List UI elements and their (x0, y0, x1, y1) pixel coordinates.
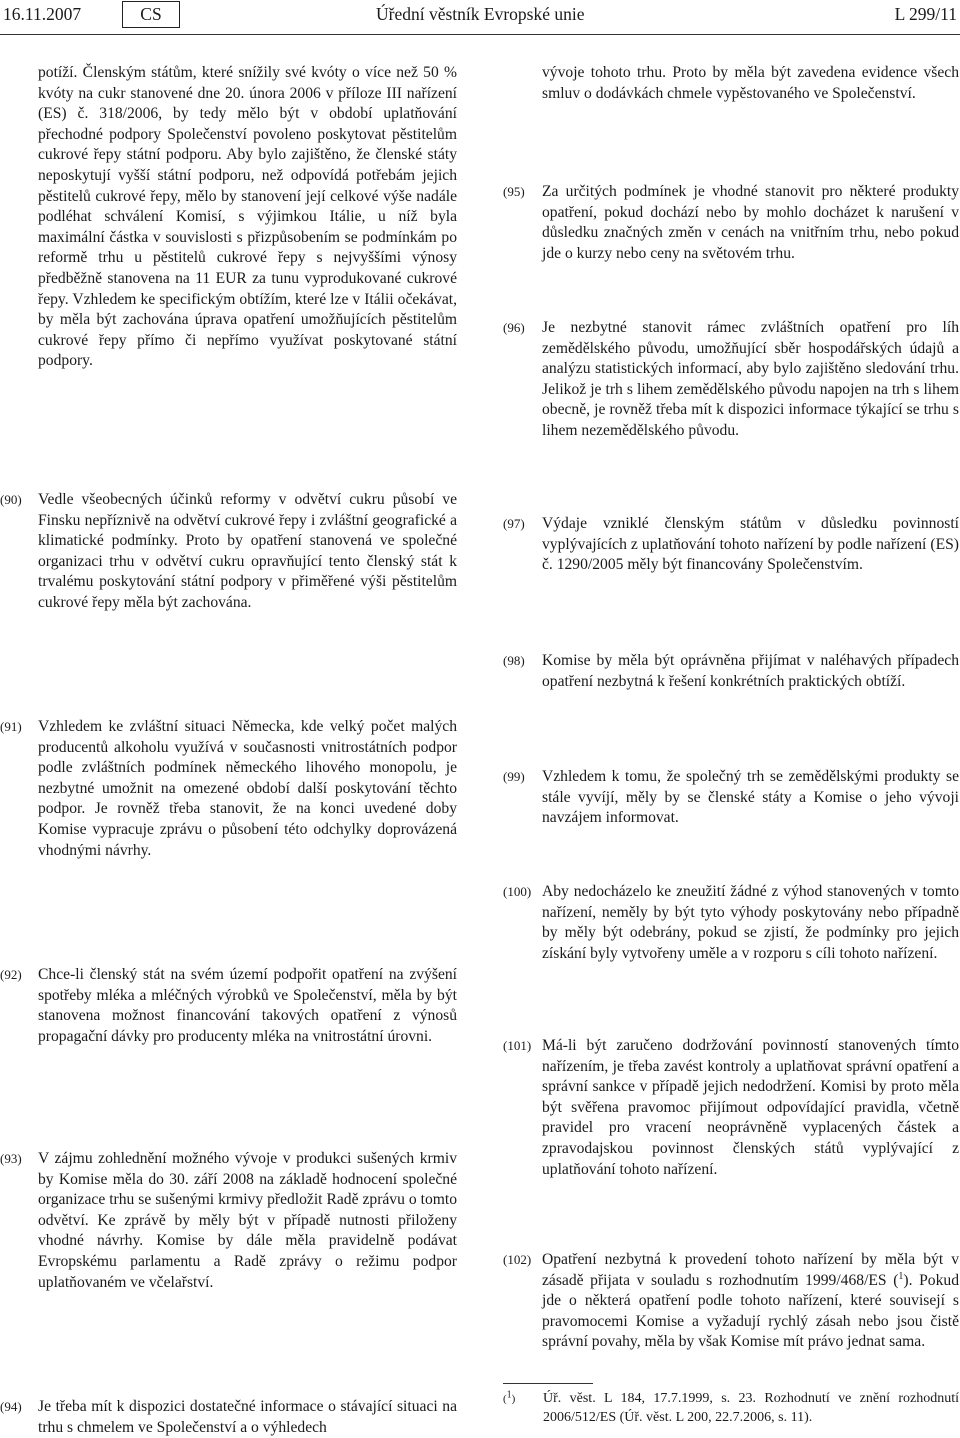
recital-number: (90) (0, 492, 22, 507)
recital-text: Vzhledem k tomu, že společný trh se zemědělskými produkty se stále vyvíjí, měly by se členské státy a Komise o jeho vývoji navzájem informovat. (542, 768, 959, 827)
header-language-box: CS (122, 1, 180, 28)
recital-number: (102) (503, 1252, 532, 1267)
footnote-rule (503, 1383, 593, 1384)
recital-text: Komise by měla být oprávněna přijímat v naléhavých případech opatření nezbytná k řešení konkrétních praktických obtíží. (542, 652, 959, 690)
left-continuation-paragraph (38, 63, 457, 408)
recital-number: (93) (0, 1151, 22, 1166)
recital-number: (96) (503, 320, 525, 335)
recital-number: (95) (503, 184, 525, 199)
recital-text: Je třeba mít k dispozici dostatečné informace o stávající situaci na trhu s chmelem ve Společenství a o výhledech (38, 1398, 457, 1436)
recital-text-part: Opatření nezbytná k provedení tohoto nařízení by měla být v zásadě přijata v souladu s rozhodnutím 1999/468/ES ( (542, 1251, 959, 1289)
header-rule (0, 34, 960, 35)
footnote-marker: 1 (506, 1389, 512, 1401)
page-header (0, 0, 960, 34)
header-journal-title: Úřední věstník Evropské unie (376, 4, 585, 24)
recital-number: (99) (503, 769, 525, 784)
recital-text: Je nezbytné stanovit rámec zvláštních opatření pro líh zemědělského původu, umožňující sběr hospodářských údajů a analýzu statistických informací, aby bylo zajištěno sledování trhu. Jelikož je trh s lihem zemědělského původu napojen na trh s lihem obecně, je rovněž třeba mít k dispozici informace týkající se trhu s lihem nezemědělského původu. (542, 319, 959, 439)
recital-text: Vedle všeobecných účinků reformy v odvětví cukru působí ve Finsku nepříznivě na odvětví cukrové řepy i zvláštní geografické a klimatické podmínky. Proto by opatření stanovená ve společné organizaci trhu v odvětví cukru opravňující tento členský stát k trvalému poskytování státní podpory v přiměřené výši pěstitelům cukrové řepy měla být zachována. (38, 491, 457, 611)
recital-number: (98) (503, 653, 525, 668)
recital-text (542, 1250, 959, 1353)
recital-text: Za určitých podmínek je vhodné stanovit pro některé produkty opatření, pokud dochází nebo by mohlo docházet k narušení v důsledku značných změn v cenách na vnitřním trhu, nebo pokud jde o kurzy nebo ceny na světovém trhu. (542, 183, 959, 262)
recital-number: (92) (0, 967, 22, 982)
recital-number: (97) (503, 516, 525, 531)
header-date: 16.11.2007 (3, 4, 82, 24)
recital-number: (100) (503, 884, 532, 899)
recital-text: Má-li být zaručeno dodržování povinností stanovených tímto nařízením, je třeba zavést kontroly a uplatňovat správní opatření a správní sankce v případě jejich nedodržení. Komisi by proto měla být svěřena pravomoc přijímout odpovídající pravidla, včetně pravidel pro vracení neoprávněně vyplacených částek a zpravodajskou povinnost členských států vyplývající z uplatňování tohoto nařízení. (542, 1037, 959, 1178)
recital-text-part: ). Pokud jde o některá opatření podle tohoto nařízení, které souvisejí s pravomocemi Komise a vyžadují rychlý zásah nebo jsou čistě správní povahy, měla by však Komise mít právo jednat sama. (542, 1271, 959, 1351)
left-continuation-text: potíží. Členským státům, které snížily své kvóty o více než 50 % kvóty na cukr stanovené dne 20. února 2006 v příloze III nařízení (ES) č. 318/2006, by tedy mělo být v období uplatňování přechodné podpory Společenství povoleno poskytovat pěstitelům cukrové řepy státní podporu. Aby bylo zajištěno, že členské státy neposkytují vyšší státní podporu, než odpovídá potřebám jejich pěstitelů cukrové řepy, mělo by stanovení její celkové výše nadále podléhat schválení Komisí, s výjimkou Itálie, u níž byla maximální částka v souvislosti s přizpůsobením se podmínkám po reformě trhu u pěstitelů cukrové řepy s nejvyššími výnosy předběžně stanovena na 11 EUR za tunu vyprodukované cukrové řepy. Vzhledem ke specifickým obtížím, které lze v Itálii očekávat, by měla být zachována úprava opatření umožňujících pěstitelům cukrové řepy přímo či nepřímo využívat poskytované státní podpory. (38, 64, 457, 370)
recital-text: V zájmu zohlednění možného vývoje v produkci sušených krmiv by Komise měla do 30. září 2008 na základě hodnocení společné organizace trhu se sušenými krmivy předložit Radě zprávu o tomto odvětví. Ke zprávě by měly být v případě nutnosti přiloženy vhodné návrhy. Komise by dále měla pravidelně podávat Evropskému parlamentu a Radě zprávy o režimu podpor uplatňovaném ve včelařství. (38, 1150, 457, 1291)
footnote-reference[interactable]: 1 (898, 1270, 904, 1282)
recital-text: Aby nedocházelo ke zneužití žádné z výhod stanovených v tomto nařízení, neměly by být tyto výhody poskytovány nebo případně by měly být odebrány, pokud se zjistí, že podmínky pro jejich získání byly vytvořeny uměle a v rozporu s cíli tohoto nařízení. (542, 883, 959, 962)
recital-number: (101) (503, 1038, 532, 1053)
recital-text: Chce-li členský stát na svém území podpořit opatření na zvýšení spotřeby mléka a mléčných výrobků ve Společenství, měla by být stanovena možnost financování takových opatření z výnosů propagační dávky pro producenty mléka na vnitrostátní úrovni. (38, 966, 457, 1045)
header-page-number: L 299/11 (894, 4, 957, 24)
right-continuation-text: vývoje tohoto trhu. Proto by měla být zavedena evidence všech smluv o dodávkách chmele vypěstovaného ve Společenství. (542, 64, 959, 102)
recital-text: Vzhledem ke zvláštní situaci Německa, kde velký počet malých producentů alkoholu využívá v současnosti vnitrostátních podpor podle zvláštních podmínek německého lihového monopolu, je nezbytné umožnit na omezené období další poskytování těchto podpor. Je rovněž třeba stanovit, že na konci uvedené doby Komise vypracuje zprávu o působení této odchylky doprovázená vhodnými návrhy. (38, 718, 457, 859)
right-continuation-paragraph (542, 63, 959, 125)
footnote-number: ($^1$) (503, 1389, 516, 1405)
recital-text: Výdaje vzniklé členským státům v důsledku povinností vyplývajících z uplatňování tohoto nařízení by podle nařízení (ES) č. 1290/2005 měly být financovány Společenstvím. (542, 515, 959, 574)
footnote-text: Úř. věst. L 184, 17.7.1999, s. 23. Rozhodnutí ve znění rozhodnutí 2006/512/ES (Úř. věst. L 200, 22.7.2006, s. 11). (543, 1391, 959, 1425)
recital-number: (91) (0, 719, 22, 734)
recital-number: (94) (0, 1399, 22, 1414)
